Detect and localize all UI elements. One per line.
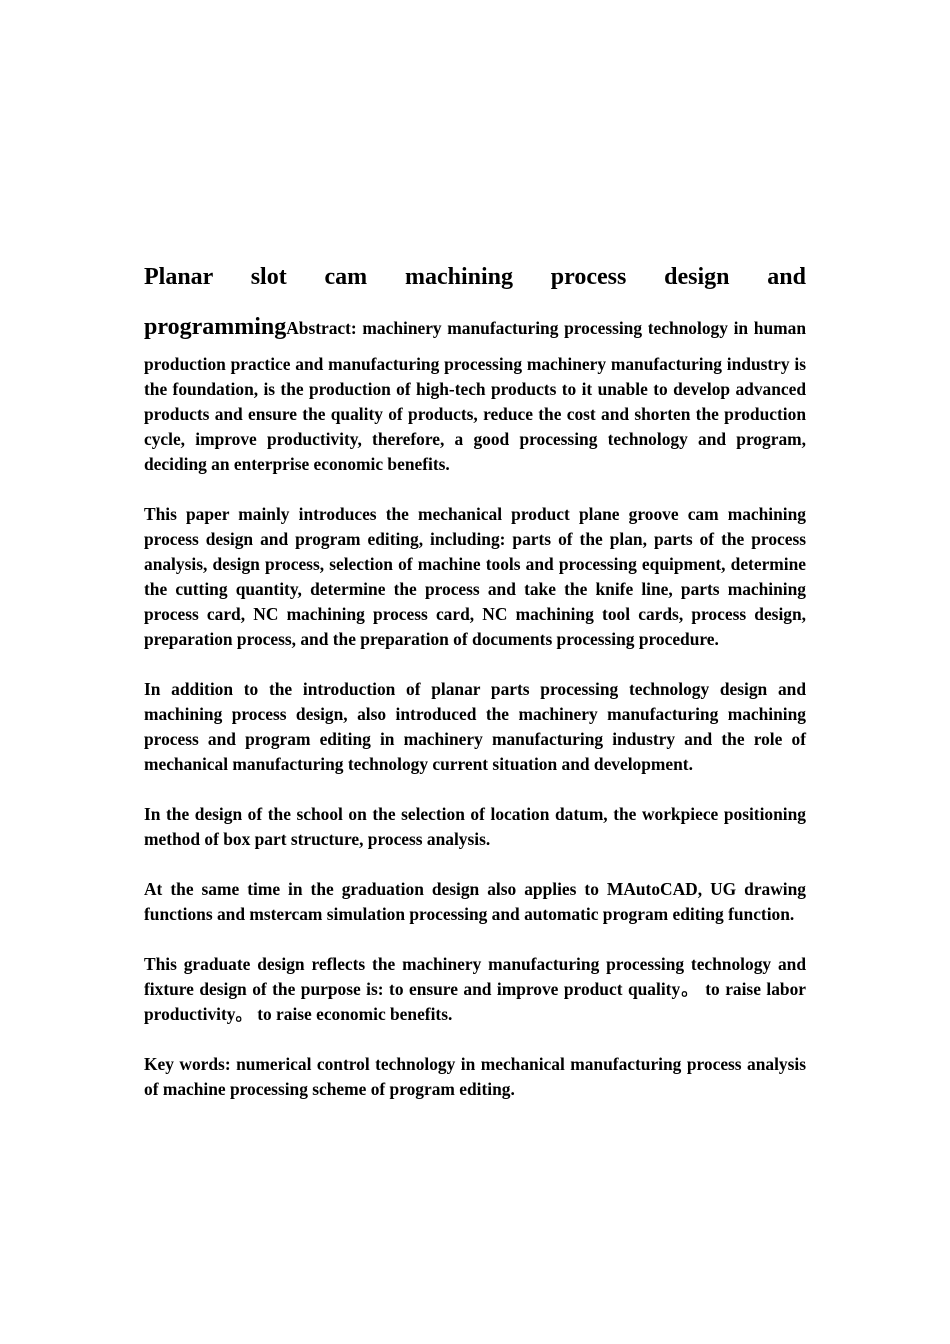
keywords-paragraph: Key words: numerical control technology in mechanical manufacturing process analysis of machine processing scheme of program editing.: [144, 1054, 806, 1099]
body-paragraph-3: In the design of the school on the selection of location datum, the workpiece positioning method of box part structure, process analysis.: [144, 804, 806, 849]
abstract-text: machinery manufacturing processing technology in human production practice and manufacturing processing machinery manufacturing industry is the foundation, is the production of high-tech products to it unable to develop advanced products and ensure the quality of products, reduce the cost and shorten the production cycle, improve productivity, therefore, a good processing technology and program, deciding an enterprise economic benefits.: [144, 318, 806, 474]
body-paragraph-1: This paper mainly introduces the mechanical product plane groove cam machining process design and program editing, including: parts of the plan, parts of the process analysis, design process, selection of machine tools and processing equipment, determine the cutting quantity, determine the process and take the knife line, parts machining process card, NC machining process card, NC machining tool cards, process design, preparation process, and the preparation of documents processing procedure.: [144, 504, 806, 649]
body-paragraph-5: This graduate design reflects the machinery manufacturing processing technology and fixture design of the purpose is: to ensure and improve product quality。 to raise labor productivity。 to raise economic benefits.: [144, 954, 806, 1024]
body-paragraph-4: At the same time in the graduation design also applies to MAutoCAD, UG drawing functions and mstercam simulation processing and automatic program editing function.: [144, 879, 806, 924]
abstract-label: Abstract:: [286, 318, 357, 338]
document-title: Planar slot cam machining process design and programming: [144, 264, 806, 340]
title-abstract-paragraph: [144, 252, 806, 477]
body-paragraph-2: In addition to the introduction of planar parts processing technology design and machining process design, also introduced the machinery manufacturing machining process and program editing in machinery manufacturing industry and the role of mechanical manufacturing technology current situation and development.: [144, 679, 806, 774]
document-page: [144, 252, 806, 1102]
